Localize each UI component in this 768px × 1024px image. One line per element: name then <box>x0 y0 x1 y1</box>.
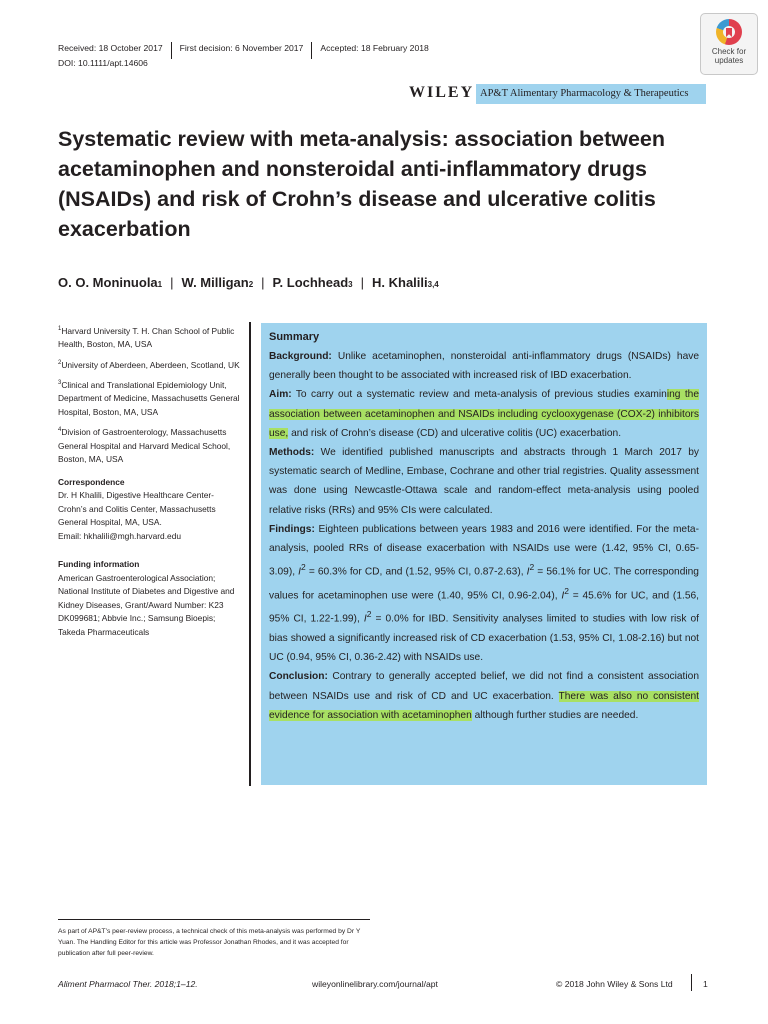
affiliation: $^3$Clinical and Translational Epidemiology Unit, Department of Medicine, Massachusetts General Hospital, Boston, MA, USA <box>58 379 240 417</box>
page-separator <box>691 974 692 991</box>
date-separator <box>311 42 312 59</box>
correspondence-email[interactable]: Email: hkhalili@mgh.harvard.edu <box>58 530 182 541</box>
author-name: H. Khalili <box>372 275 428 290</box>
sidebar-info <box>58 323 240 639</box>
author-name: P. Lochhead <box>272 275 349 290</box>
funding-heading: Funding information <box>58 559 140 570</box>
affiliation: $^4$Division of Gastroenterology, Massachusetts General Hospital and Harvard Medical School, Boston, MA, USA <box>58 427 231 465</box>
footnote-rule <box>58 919 370 920</box>
affiliation: $^1$Harvard University T. H. Chan School of Public Health, Boston, MA, USA <box>58 325 235 350</box>
author-affil-ref: 3 <box>348 280 353 289</box>
footnote: As part of AP&T’s peer-review process, a technical check of this meta-analysis was performed by Dr Y Yuan. The Handling Editor for this article was Professor Jonathan Rhodes, and it was accepted for publication after full peer-review. <box>58 928 361 957</box>
author-separator: | <box>261 275 265 290</box>
accepted-date: Accepted: 18 February 2018 <box>320 42 429 53</box>
highlight: ing the association between acetaminophen and NSAIDs including cyclooxygenase (COX-2) inhibitors use, <box>269 389 699 439</box>
summary-box <box>261 323 707 785</box>
journal-banner <box>476 84 706 104</box>
date-separator <box>171 42 172 59</box>
citation: Aliment Pharmacol Ther. 2018;1–12. <box>58 979 198 989</box>
author-separator: | <box>360 275 364 290</box>
copyright: © 2018 John Wiley & Sons Ltd <box>556 979 673 989</box>
author-affil-ref: 1 <box>157 280 163 289</box>
first-decision-date: First decision: 6 November 2017 <box>179 42 304 53</box>
journal-name: Alimentary Pharmacology & Therapeutics <box>509 88 689 99</box>
author-name: W. Milligan <box>181 275 249 290</box>
author-name: O. O. Moninuola <box>58 275 158 290</box>
highlight: There was also no consistent evidence for association with acetaminophen <box>269 690 699 721</box>
correspondence-heading: Correspondence <box>58 476 125 487</box>
summary-text: Background: Unlike acetaminophen, nonsteroidal anti-inflammatory drugs (NSAIDs) have generally been thought to be associated with increased risk of IBD exacerbation. Aim: To carry out a systematic review and meta-analysis of previous studies examining the association between acetaminophen and NSAIDs including cyclooxygenase (COX-2) inhibitors use, and risk of Crohn’s disease (CD) and ulcerative colitis (UC) exacerbation. Methods: We identified published manuscripts and abstracts through 1 March 2017 by systematic search of Medline, Embase, Cochrane and other trial registries. Quality assessment was done using Newcastle-Ottawa scale and random-effect meta-analysis using pooled relative risks (RRs) and 95% CIs were calculated. Findings: Eighteen publications between years 1983 and 2016 were identified. For the meta-analysis, pooled RRs of disease exacerbation with NSAIDs use were (1.42, 95% CI, 0.65-3.09), $I^2 = 60.3\%$ for CD, and (1.52, 95% CI, 0.87-2.63), $I^2 = 56.1\%$ for UC. The corresponding values for acetaminophen use were (1.40, 95% CI, 0.96-2.04), $I^2 = 45.6\%$ for UC, and (1.56, 95% CI, 1.22-1.99), $I^2 = 0.0\%$ for IBD. Sensitivity analyses limited to studies with low risk of bias showed a significantly increased risk of CD exacerbation (1.53, 95% CI, 1.08-2.16) but not UC (0.94, 95% CI, 0.36-2.42) with NSAIDs use. Conclusion: Contrary to generally accepted belief, we did not find a consistent association between NSAIDs use and risk of CD and UC exacerbation. There was also no consistent evidence for association with acetaminophen although further studies are needed. <box>269 351 699 721</box>
author-affil-ref: 2 <box>248 280 254 289</box>
summary-heading: Summary <box>269 331 320 343</box>
page-number: 1 <box>703 979 708 989</box>
affiliation: $^2$University of Aberdeen, Aberdeen, Scotland, UK <box>58 359 240 370</box>
crossmark-icon <box>716 19 742 45</box>
summary-divider <box>249 322 251 786</box>
check-line-2: updates <box>714 56 744 65</box>
article-title: Systematic review with meta-analysis: association between acetaminophen and nonsteroidal anti-inflammatory drugs (NSAIDs) and risk of Crohn’s disease and ulcerative colitis exacerbation <box>58 127 666 241</box>
check-for-updates-button[interactable] <box>700 13 758 75</box>
author-list <box>58 275 439 290</box>
journal-prefix: AP&T <box>480 88 508 99</box>
funding-text: American Gastroenterological Association; National Institute of Diabetes and Digestive and Kidney Diseases, Grant/Award Number: K23 DK099681; Abbvie Inc.; Samsung Bioepis; Takeda Pharmaceuticals <box>58 572 235 637</box>
received-date: Received: 18 October 2017 <box>58 42 163 53</box>
doi[interactable]: DOI: 10.1111/apt.14606 <box>58 58 148 68</box>
check-line-1: Check for <box>711 47 747 56</box>
article-dates <box>58 39 429 56</box>
author-affil-ref: 3,4 <box>427 280 439 289</box>
journal-url[interactable]: wileyonlinelibrary.com/journal/apt <box>312 979 438 989</box>
author-separator: | <box>170 275 174 290</box>
publisher-logo: WILEY <box>409 84 475 101</box>
correspondence-text: Dr. H Khalili, Digestive Healthcare Center-Crohn’s and Colitis Center, Massachusetts General Hospital, MA, USA. <box>58 490 216 528</box>
